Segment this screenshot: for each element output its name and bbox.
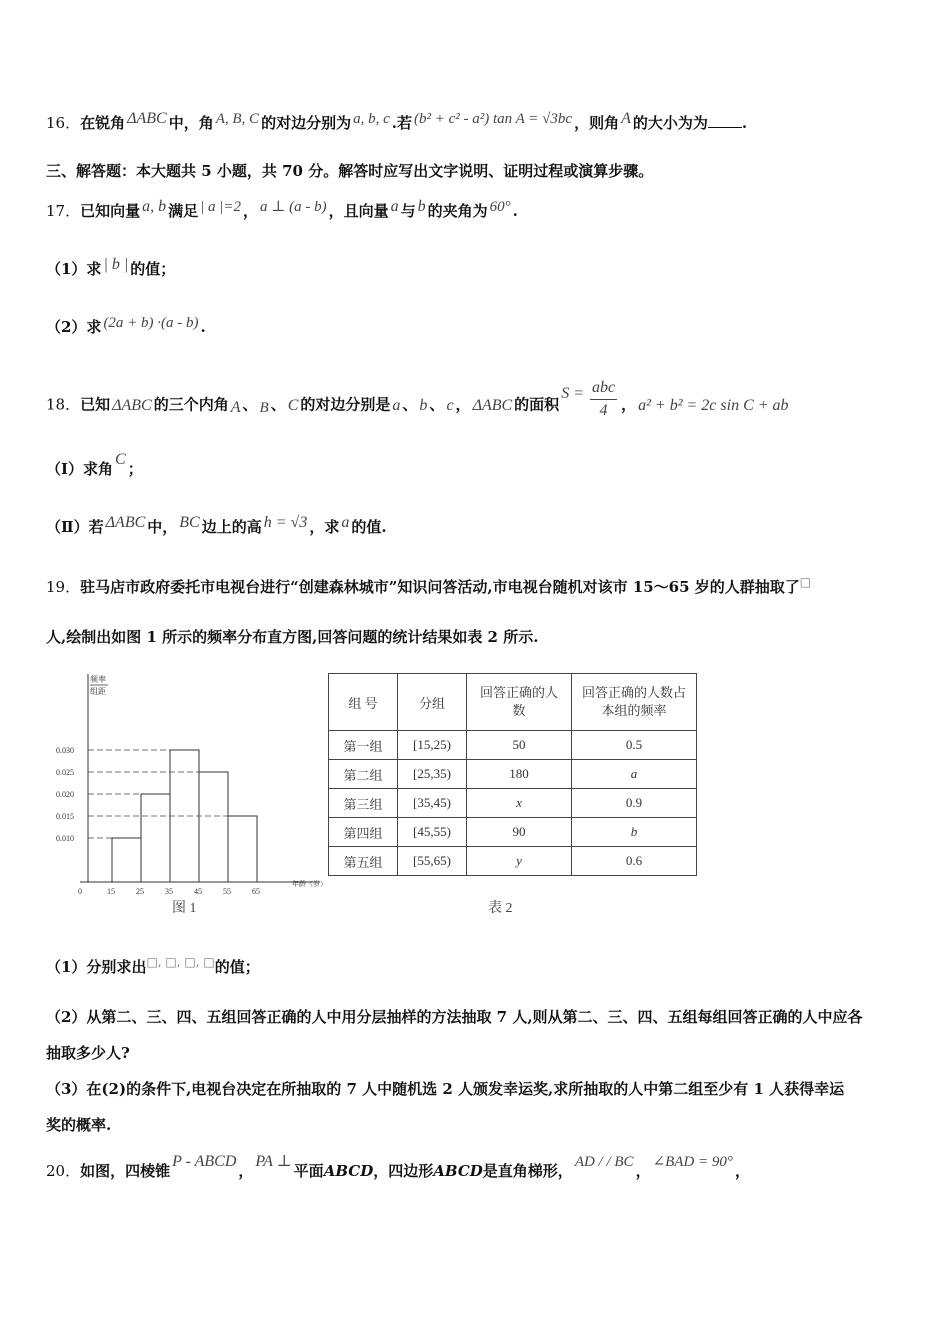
q19-part3-line1: （3）在(2)的条件下,电视台决定在所抽取的 7 人中随机选 2 人颁发幸运奖,求所抽取的人中第二组至少有 1 人获得幸运: [46, 1080, 845, 1098]
y-tick-label: 0.010: [56, 834, 74, 843]
table-header-row: [329, 674, 697, 731]
answer-blank: [708, 113, 742, 128]
q17-part2: （2）求 (2a + b) ·(a - b) .: [46, 315, 206, 336]
y-tick-label: 0.030: [56, 746, 74, 755]
section-heading: 三、解答题：本大题共 5 小题，共 70 分。解答时应写出文字说明、证明过程或演算步骤。: [46, 162, 654, 180]
y-tick-label: 0.020: [56, 790, 74, 799]
q16-line: 16．在锐角 ΔABC 中，角 A, B, C 的对边分别为 a, b, c .若 (b² + c² - a²) tan A = √3bc ，则角 A 的大小为为 .: [46, 110, 748, 132]
table-row: 第二组 [25,35) 180 a: [329, 760, 697, 789]
y-axis-label-numerator: 频率: [90, 675, 106, 684]
q18-part1: （Ⅰ）求角C；: [46, 451, 143, 478]
q19-part3-line2: 奖的概率.: [46, 1116, 112, 1134]
x-tick-label: 25: [136, 887, 144, 896]
figure1-caption: 图 1: [172, 901, 197, 916]
x-tick-label: 65: [252, 887, 260, 896]
q17-part1: （1）求 | b | 的值；: [46, 256, 176, 278]
q19-part2-line1: （2）从第二、三、四、五组回答正确的人中用分层抽样的方法抽取 7 人,则从第二、三、四、五组每组回答正确的人中应各: [46, 1008, 863, 1026]
header-cell: 回答正确的人数占本组的频率: [572, 674, 697, 731]
histogram-figure: [48, 668, 328, 898]
statistics-table: [328, 673, 697, 876]
q18-line: 18．已知 ΔABC 的三个内角 A 、 B 、 C 的对边分别是 a 、 b 、 c ， ΔABC 的面积S = $\frac{\text{abc}}{4}$ ， a² + b² = 2c sin C + ab: [46, 383, 791, 428]
q16-number: 16．: [46, 114, 81, 132]
x-tick-label: 15: [107, 887, 115, 896]
x-tick-label: 45: [194, 887, 202, 896]
x-tick-label: 55: [223, 887, 231, 896]
header-cell: 组 号: [329, 674, 398, 731]
q18-part2: （Ⅱ）若 ΔABC 中， BC 边上的高 h = √3 ，求 a 的值.: [46, 514, 387, 536]
header-cell: 分组: [398, 674, 467, 731]
header-cell: 回答正确的人数: [467, 674, 572, 731]
missing-glyph-boxes: □, □, □, □: [146, 955, 215, 969]
histogram-bar: [141, 794, 170, 882]
q19-part1: （1）分别求出□, □, □, □的值；: [46, 955, 260, 976]
y-axis-label-denominator: 组距: [90, 687, 106, 696]
histogram-bar: [228, 816, 257, 882]
y-tick-label: 0.025: [56, 768, 74, 777]
table-row: 第五组 [55,65) y 0.6: [329, 847, 697, 876]
histogram-bar: [112, 838, 141, 882]
area-fraction: $\frac{\text{abc}}{4}$: [591, 379, 616, 419]
q19-line2: 人,绘制出如图 1 所示的频率分布直方图,回答问题的统计结果如表 2 所示.: [46, 628, 539, 646]
histogram-bar: [199, 772, 228, 882]
q19-line1: 19．驻马店市政府委托市电视台进行“创建森林城市”知识问答活动,市电视台随机对该市 15～65 岁的人群抽取了□: [46, 575, 812, 596]
table-row: 第三组 [35,45) x 0.9: [329, 789, 697, 818]
x-tick-label: 0: [78, 887, 82, 896]
x-tick-label: 35: [165, 887, 173, 896]
q20-line: 20．如图，四棱锥P - ABCD，PA ⊥平面ABCD，四边形ABCD是直角梯形， AD / / BC ， ∠BAD = 90° ，: [46, 1153, 750, 1180]
q19-part2-line2: 抽取多少人?: [46, 1044, 130, 1062]
y-tick-label: 0.015: [56, 812, 74, 821]
table-row: 第四组 [45,55) 90 b: [329, 818, 697, 847]
table2-caption: 表 2: [488, 901, 513, 916]
q17-line: 17．已知向量 a, b 满足 | a |=2 ， a ⊥ (a - b) ，且向量 a 与 b 的夹角为 60° .: [46, 198, 518, 220]
x-axis-label: 年龄（岁）: [292, 880, 327, 888]
missing-glyph-box: □: [799, 575, 812, 589]
table-row: 第一组 [15,25) 50 0.5: [329, 731, 697, 760]
